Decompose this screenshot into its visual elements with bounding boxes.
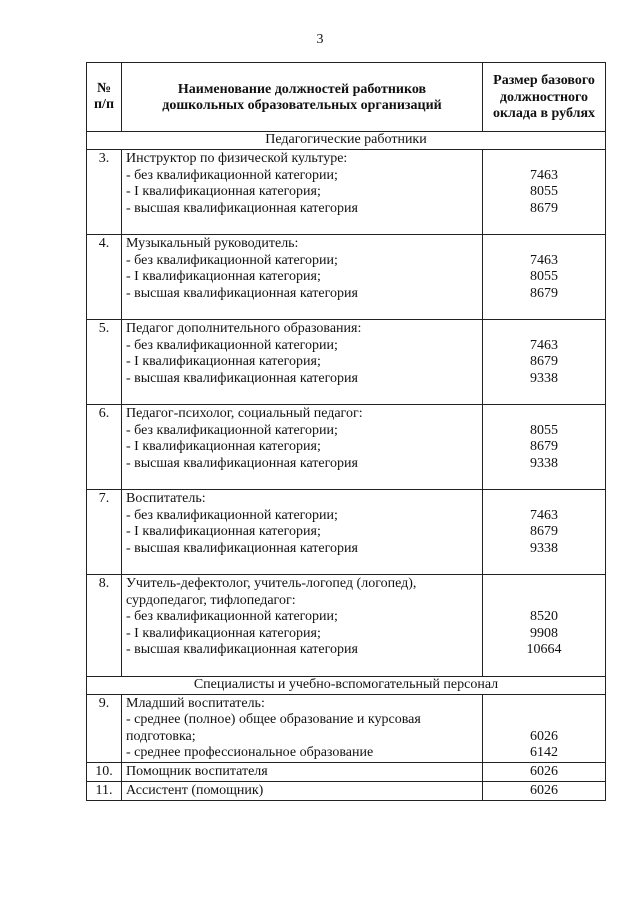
position-line: Учитель-дефектолог, учитель-логопед (логопед), [126, 576, 417, 591]
position-description [122, 694, 483, 762]
position-description [122, 320, 483, 405]
salary-values [483, 235, 606, 320]
salary-value: 7463 [530, 167, 558, 183]
salary-value: 8520 [530, 609, 558, 624]
salary-value: 7463 [530, 337, 558, 353]
salary-value: 9338 [530, 455, 558, 471]
header-number-line: п/п [93, 97, 115, 112]
position-line: - высшая квалификационная категория [126, 200, 358, 216]
position-line: Музыкальный руководитель: [126, 236, 299, 251]
salary-values [483, 405, 606, 490]
table-row [87, 320, 606, 405]
salary-value: 8679 [530, 200, 558, 216]
salary-value [483, 696, 605, 713]
salary-value: 8679 [530, 285, 558, 301]
row-number: 4. [87, 235, 122, 320]
salary-value: 10664 [526, 642, 562, 657]
table-row [87, 575, 606, 677]
position-description [122, 575, 483, 677]
table-row [87, 762, 606, 781]
salary-value: 8679 [530, 439, 558, 454]
table-header-row [87, 63, 606, 132]
salary-value [483, 406, 605, 423]
position-line: - высшая квалификационная категория [126, 540, 358, 556]
position-line: - I квалификационная категория; [126, 184, 321, 199]
header-size-line: Размер базового [493, 73, 595, 89]
row-number: 8. [87, 575, 122, 677]
salary-value: 9338 [530, 540, 558, 556]
position-line: - без квалификационной категории; [126, 167, 338, 183]
salary-value: 8679 [530, 354, 558, 369]
position-line: - высшая квалификационная категория [126, 370, 358, 386]
salary-value: 7463 [530, 252, 558, 268]
header-number [87, 63, 122, 132]
row-number: 7. [87, 490, 122, 575]
table-row [87, 405, 606, 490]
table-row [87, 490, 606, 575]
table-row [87, 781, 606, 800]
salary-value: 9338 [530, 370, 558, 386]
position-line: Педагог-психолог, социальный педагог: [126, 406, 363, 421]
salary-values [483, 490, 606, 575]
position-line: сурдопедагог, тифлопедагог: [126, 592, 296, 608]
row-number: 9. [87, 694, 122, 762]
position-line: - без квалификационной категории; [126, 609, 338, 624]
row-number: 3. [87, 150, 122, 235]
row-spacer [126, 557, 478, 574]
salary-value: 8055 [530, 184, 558, 199]
position-description [122, 781, 483, 800]
position-line: Помощник воспитателя [126, 763, 268, 779]
position-line: Педагог дополнительного образования: [126, 321, 362, 336]
header-size-line: должностного [499, 89, 589, 105]
salary-value: 6026 [530, 782, 558, 798]
salary-value [483, 236, 605, 253]
row-spacer [126, 472, 478, 489]
position-line: - I квалификационная категория; [126, 269, 321, 284]
position-line: - без квалификационной категории; [126, 337, 338, 353]
header-name-line: дошкольных образовательных организаций [162, 98, 442, 113]
position-line: - без квалификационной категории; [126, 507, 338, 523]
table-row [87, 694, 606, 762]
position-line: - без квалификационной категории; [126, 422, 338, 438]
salary-value: 6026 [530, 728, 558, 744]
salary-values [483, 694, 606, 762]
position-description [122, 762, 483, 781]
section-header-row [87, 132, 606, 150]
salary-value: 6026 [530, 763, 558, 779]
row-number: 5. [87, 320, 122, 405]
header-name-line: Наименование должностей работников [177, 81, 427, 97]
row-number: 10. [87, 762, 122, 781]
position-line: Ассистент (помощник) [126, 782, 264, 798]
position-line: - среднее профессиональное образование [126, 745, 374, 760]
salary-value [483, 576, 605, 593]
position-line: подготовка; [126, 728, 196, 744]
position-line: - I квалификационная категория; [126, 524, 321, 539]
position-line: - I квалификационная категория; [126, 354, 321, 369]
salary-value [483, 593, 605, 610]
salary-value [483, 151, 605, 168]
position-description [122, 405, 483, 490]
row-spacer [126, 387, 478, 404]
position-description [122, 235, 483, 320]
salary-value: 7463 [530, 507, 558, 523]
salary-value: 9908 [530, 625, 558, 641]
row-spacer [126, 302, 478, 319]
salary-value: 8055 [530, 269, 558, 284]
position-line: Воспитатель: [126, 491, 206, 506]
table-row [87, 150, 606, 235]
position-description [122, 150, 483, 235]
row-spacer [126, 217, 478, 234]
section-title: Специалисты и учебно-вспомогательный персонал [87, 676, 606, 694]
position-line: Младший воспитатель: [126, 695, 265, 711]
section-header-row [87, 676, 606, 694]
table-row [87, 235, 606, 320]
position-line: - высшая квалификационная категория [126, 285, 358, 301]
salary-values [483, 150, 606, 235]
position-line: - высшая квалификационная категория [126, 455, 358, 471]
position-line: Инструктор по физической культуре: [126, 151, 348, 166]
header-number-line: № [96, 80, 112, 96]
salary-value [483, 491, 605, 508]
header-position-name [122, 63, 483, 132]
position-line: - высшая квалификационная категория [126, 642, 358, 657]
position-line: - I квалификационная категория; [126, 625, 321, 641]
salary-values [483, 781, 606, 800]
header-salary-size [483, 63, 606, 132]
salary-values [483, 320, 606, 405]
position-line: - среднее (полное) общее образование и курсовая [126, 712, 421, 727]
row-number: 11. [87, 781, 122, 800]
position-description [122, 490, 483, 575]
salary-values [483, 762, 606, 781]
section-title: Педагогические работники [87, 132, 606, 150]
salary-value: 8055 [530, 422, 558, 438]
salary-value [483, 712, 605, 729]
position-line: - без квалификационной категории; [126, 252, 338, 268]
row-spacer [126, 659, 478, 676]
salary-value: 6142 [530, 745, 558, 760]
row-number: 6. [87, 405, 122, 490]
salary-value [483, 321, 605, 338]
header-size-line: оклада в рублях [492, 106, 596, 122]
salary-table [86, 62, 606, 801]
salary-values [483, 575, 606, 677]
position-line: - I квалификационная категория; [126, 439, 321, 454]
salary-value: 8679 [530, 524, 558, 539]
page-number: 3 [316, 32, 324, 47]
